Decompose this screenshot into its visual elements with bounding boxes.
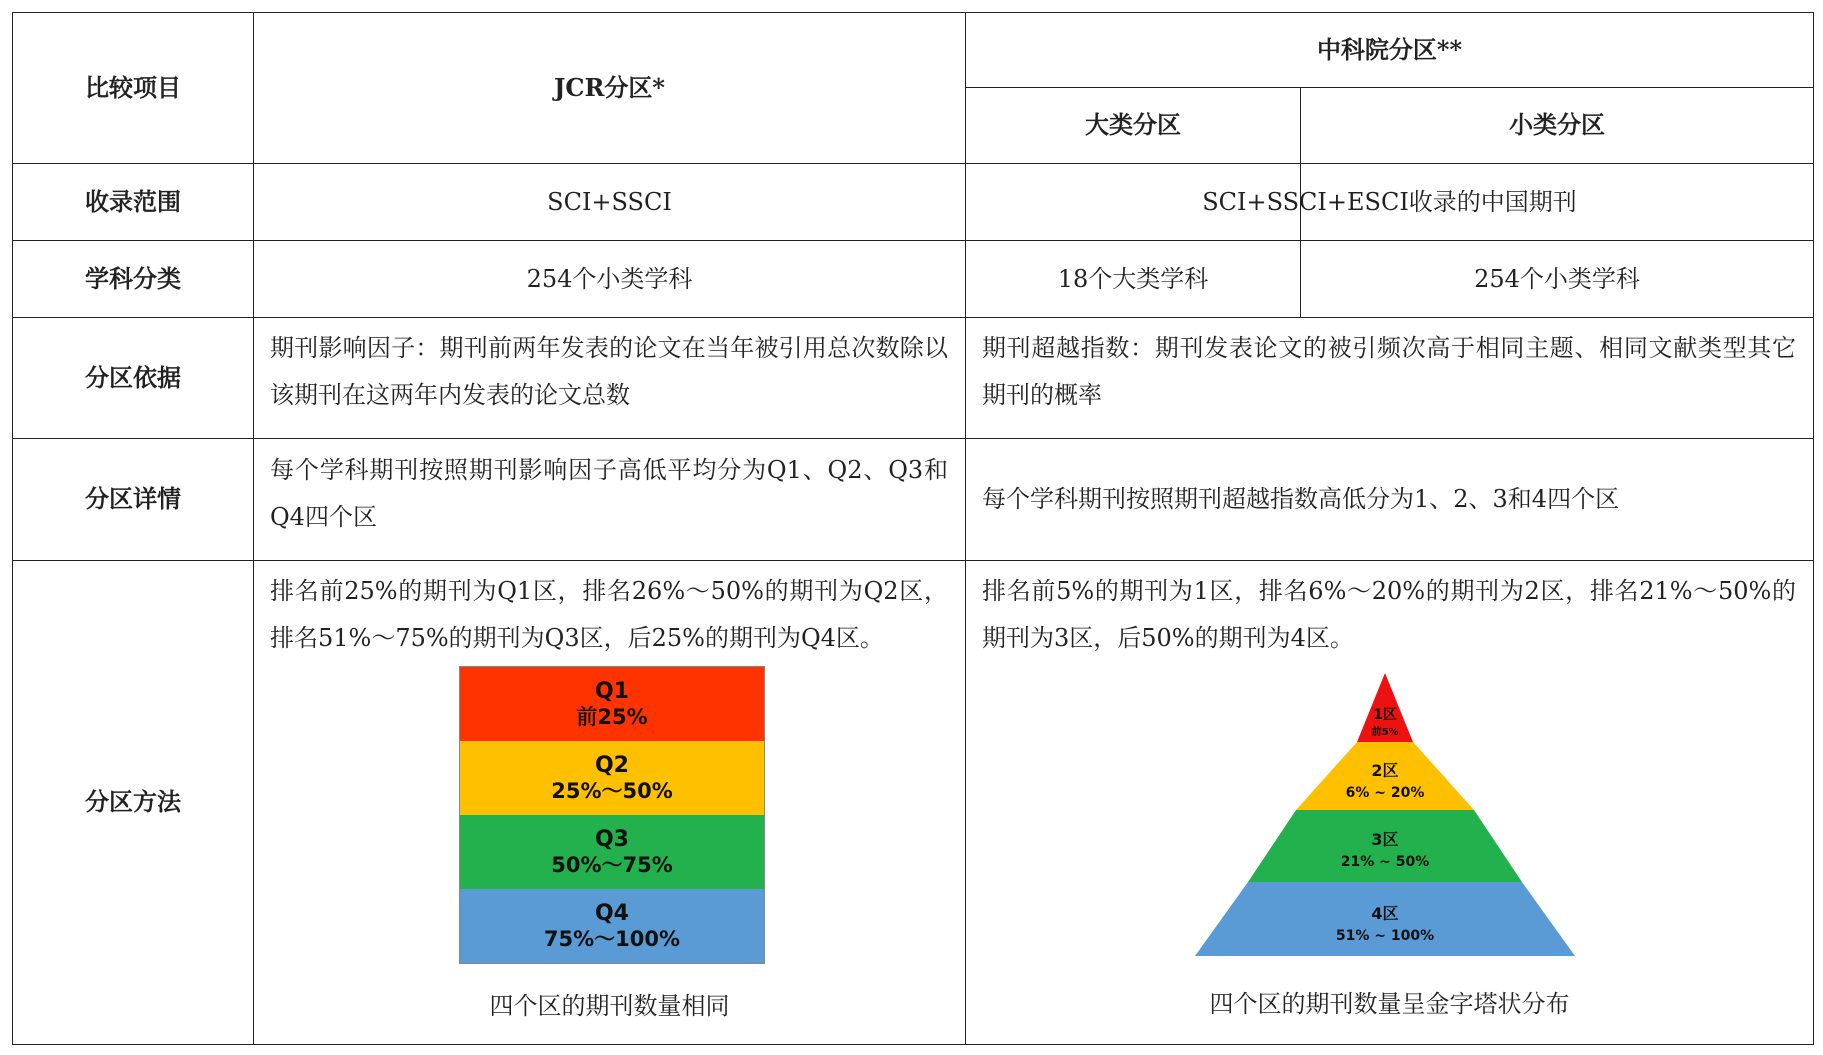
details-cas: 每个学科期刊按照期刊超越指数高低分为1、2、3和4四个区 bbox=[982, 485, 1620, 514]
cas-zone-1-range: 前5% bbox=[1371, 727, 1399, 738]
jcr-caption: 四个区的期刊数量相同 bbox=[489, 992, 730, 1020]
jcr-band-q4-name: Q4 bbox=[594, 901, 629, 927]
row-label-scope: 收录范围 bbox=[85, 186, 181, 216]
cas-zone-3-name: 3区 bbox=[1371, 830, 1399, 849]
grid-line bbox=[12, 1044, 1814, 1045]
discipline-cas-minor: 254个小类学科 bbox=[1474, 264, 1640, 293]
jcr-band-q1 bbox=[460, 667, 764, 741]
jcr-band-q1-name: Q1 bbox=[594, 679, 629, 705]
scope-cas: SCI+SSCI+ESCI收录的中国期刊 bbox=[1202, 187, 1577, 216]
jcr-band-q4-range: 75%～100% bbox=[543, 926, 681, 951]
row-label-method: 分区方法 bbox=[85, 787, 181, 817]
row-label-details: 分区详情 bbox=[85, 484, 181, 514]
header-jcr: JCR分区* bbox=[554, 72, 665, 102]
cas-zone-2-range: 6% ~ 20% bbox=[1345, 785, 1425, 801]
cas-zone-2-name: 2区 bbox=[1371, 761, 1399, 780]
jcr-band-q1-range: 前25% bbox=[576, 704, 648, 729]
basis-jcr: 期刊影响因子：期刊前两年发表的论文在当年被引用总次数除以该期刊在这两年内发表的论文总数 bbox=[270, 334, 948, 409]
basis-cas: 期刊超越指数：期刊发表论文的被引频次高于相同主题、相同文献类型其它期刊的概率 bbox=[982, 334, 1796, 409]
row-label-discipline: 学科分类 bbox=[85, 263, 181, 293]
cas-zone-4-range: 51% ~ 100% bbox=[1335, 928, 1435, 944]
grid-line bbox=[1813, 12, 1814, 1045]
method-jcr: 排名前25%的期刊为Q1区，排名26%～50%的期刊为Q2区，排名51%～75%的期刊为Q3区，后25%的期刊为Q4区。 bbox=[270, 577, 948, 652]
jcr-band-q2-range: 25%～50% bbox=[551, 778, 673, 803]
jcr-band-q3-range: 50%～75% bbox=[551, 852, 673, 877]
cas-zone-4-name: 4区 bbox=[1371, 904, 1399, 923]
grid-line bbox=[12, 560, 1814, 561]
jcr-band-q4 bbox=[460, 889, 764, 963]
cas-zone-3-range: 21% ~ 50% bbox=[1340, 854, 1430, 870]
discipline-jcr: 254个小类学科 bbox=[526, 264, 693, 293]
jcr-band-q3 bbox=[460, 815, 764, 889]
grid-line bbox=[12, 317, 1814, 318]
jcr-band-q3-name: Q3 bbox=[594, 827, 629, 853]
cas-caption: 四个区的期刊数量呈金字塔状分布 bbox=[1209, 990, 1570, 1018]
row-label-basis: 分区依据 bbox=[85, 362, 181, 392]
jcr-band-q2 bbox=[460, 741, 764, 815]
header-cas-minor: 小类分区 bbox=[1509, 110, 1605, 140]
header-cas: 中科院分区** bbox=[1316, 34, 1463, 64]
cas-pyramid bbox=[1195, 670, 1585, 960]
jcr-band-q2-name: Q2 bbox=[594, 753, 629, 779]
header-cas-major: 大类分区 bbox=[1085, 110, 1181, 140]
discipline-cas-major: 18个大类学科 bbox=[1057, 264, 1209, 293]
method-cas: 排名前5%的期刊为1区，排名6%～20%的期刊为2区，排名21%～50%的期刊为3区，后50%的期刊为4区。 bbox=[982, 577, 1796, 652]
header-compare-item: 比较项目 bbox=[85, 72, 181, 102]
scope-jcr: SCI+SSCI bbox=[547, 187, 672, 216]
cas-zone-1-name: 1区 bbox=[1373, 707, 1397, 723]
details-jcr: 每个学科期刊按照期刊影响因子高低平均分为Q1、Q2、Q3和Q4四个区 bbox=[270, 456, 948, 531]
